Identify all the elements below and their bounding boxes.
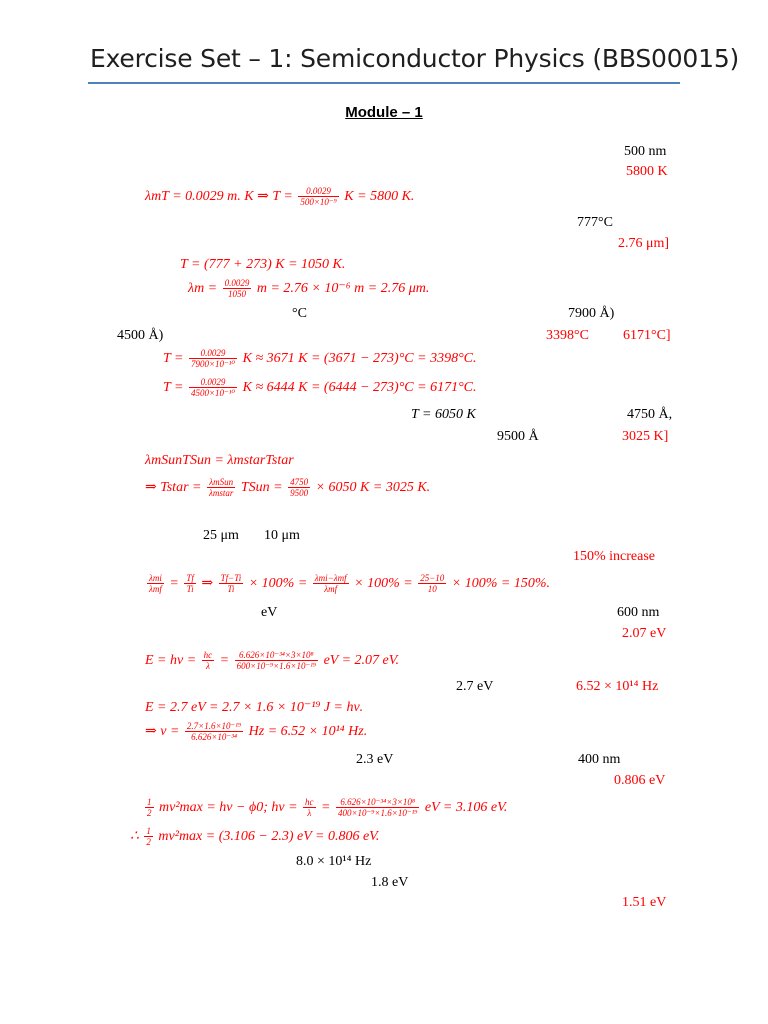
q8-eq2-pre: ∴	[130, 829, 139, 844]
q5-f1-num: λmi	[149, 573, 162, 584]
q8-f1-den: λ	[307, 808, 312, 819]
q6-f1-num: hc	[203, 650, 213, 661]
q5-f4-den: λmf	[324, 584, 338, 595]
q5-frac5	[418, 573, 446, 594]
q1-equation	[145, 185, 414, 209]
q1-given: 500 nm	[624, 144, 667, 159]
q4-eq2-rhs: × 6050 K = 3025 K.	[315, 480, 431, 495]
q7-eq2-rhs: Hz = 6.52 × 10¹⁴ Hz.	[248, 724, 368, 739]
q5-f4-num: λmi−λmf	[314, 573, 347, 584]
q3-eq1-fraction	[189, 348, 237, 369]
q2-fraction	[223, 278, 252, 299]
q1-fraction	[298, 186, 338, 207]
q8-eq1-c: eV = 3.106 eV.	[424, 800, 508, 815]
q5-frac3	[219, 573, 244, 594]
q7-eq1: E = 2.7 eV = 2.7 × 1.6 × 10⁻¹⁹ J = hν.	[145, 700, 364, 715]
q5-equation	[145, 571, 550, 597]
q7-fraction	[185, 721, 243, 742]
q6-eq-lhs: E = hν =	[145, 653, 197, 668]
q5-frac1	[147, 573, 164, 594]
q2-given: 777°C	[577, 215, 613, 230]
q6-equation	[145, 649, 399, 673]
q1-eq-lhs: λmT = 0.0029 m. K ⇒ T =	[145, 189, 293, 204]
q7-eq2-lhs: ⇒ ν =	[145, 724, 180, 739]
module-heading: Module – 1	[345, 104, 423, 121]
q4-eq1: λmSunTSun = λmstarTstar	[145, 453, 294, 468]
q6-frac2	[235, 650, 318, 671]
q5-frac4	[313, 573, 349, 594]
q3-eq1-den: 7900×10⁻¹⁰	[190, 359, 236, 370]
q8-half-den: 2	[147, 808, 152, 819]
q3-given-a: 7900 Å)	[568, 306, 615, 321]
q7-eq2	[145, 720, 367, 744]
q9-given-b: 1.8 eV	[371, 875, 409, 890]
q1-answer: 5800 K	[626, 164, 668, 179]
q3-eq1-lhs: T =	[163, 351, 184, 366]
q8-eq2-rhs: mv²max = (3.106 − 2.3) eV = 0.806 eV.	[158, 829, 380, 844]
q3-unit: °C	[292, 306, 307, 321]
q4-eq2	[145, 476, 430, 500]
q8-eq2-half-num: 1	[146, 826, 151, 837]
q5-given-b: 10 μm	[264, 528, 300, 543]
q3-eq2-lhs: T =	[163, 380, 184, 395]
q2-eq2-lhs: λm =	[188, 281, 218, 296]
q4-frac2-den: 9500	[290, 488, 309, 499]
q8-given-a: 2.3 eV	[356, 752, 394, 767]
q4-eq2-frac2	[288, 477, 310, 498]
q4-frac2-num: 4750	[290, 477, 309, 488]
q9-answer: 1.51 eV	[622, 895, 667, 910]
q6-frac1	[202, 650, 215, 671]
q8-eq1-b: =	[321, 800, 331, 815]
q2-frac-num: 0.0029	[224, 278, 250, 289]
q7-frac-den: 6.626×10⁻³⁴	[191, 732, 237, 743]
q5-sym1: =	[169, 576, 179, 591]
q5-sym2: ⇒	[201, 576, 214, 591]
q5-f3-num: Tf−Ti	[220, 573, 242, 584]
q8-f2-num: 6.626×10⁻³⁴×3×10⁸	[336, 797, 419, 808]
q3-eq2-rhs: K ≈ 6444 K = (6444 − 273)°C = 6171°C.	[242, 380, 477, 395]
q5-sym3: × 100% =	[248, 576, 308, 591]
q8-eq2-half	[144, 826, 153, 847]
q1-eq-rhs: K = 5800 K.	[344, 189, 415, 204]
q3-eq1-num: 0.0029	[189, 348, 237, 359]
q8-answer: 0.806 eV	[614, 773, 666, 788]
q8-eq1-a: mv²max = hν − ϕ0; hν =	[159, 800, 298, 815]
q8-eq1	[143, 795, 507, 821]
title-underline	[88, 82, 680, 84]
q8-f2-den: 400×10⁻⁹×1.6×10⁻¹⁹	[337, 808, 418, 819]
q8-frac1	[303, 797, 316, 818]
q5-given-a: 25 μm	[203, 528, 239, 543]
q4-given-t: T = 6050 K	[411, 407, 476, 422]
q6-eq-rhs: eV = 2.07 eV.	[323, 653, 399, 668]
q5-frac2	[184, 573, 196, 594]
q3-eq2-fraction	[189, 377, 237, 398]
q1-frac-den: 500×10⁻⁹	[300, 197, 337, 208]
q4-given-b: 9500 Å	[497, 429, 539, 444]
q5-answer: 150% increase	[573, 549, 656, 564]
q6-unit: eV	[261, 605, 278, 620]
q5-f2-den: Ti	[186, 584, 194, 595]
q4-answer: 3025 K]	[622, 429, 669, 444]
q4-frac1-den: λmstar	[208, 488, 234, 499]
q5-f5-den: 10	[427, 584, 437, 595]
q5-f1-den: λmf	[149, 584, 162, 595]
q1-frac-num: 0.0029	[298, 186, 338, 197]
q3-answer-b: 6171°C]	[623, 328, 671, 343]
q5-sym4: × 100% =	[354, 576, 413, 591]
q2-eq2-rhs: m = 2.76 × 10⁻⁶ m = 2.76 μm.	[256, 281, 430, 296]
q5-f3-den: Ti	[227, 584, 235, 595]
q6-f2-num: 6.626×10⁻³⁴×3×10⁸	[235, 650, 318, 661]
q3-eq2-num: 0.0029	[189, 377, 237, 388]
q2-eq1: T = (777 + 273) K = 1050 K.	[180, 257, 346, 272]
q8-eq2-half-den: 2	[146, 837, 151, 848]
q3-given-b: 4500 Å)	[117, 328, 164, 343]
q6-f2-den: 600×10⁻⁹×1.6×10⁻¹⁹	[236, 661, 317, 672]
q4-frac1-num: λmSun	[207, 477, 235, 488]
page-title: Exercise Set – 1: Semiconductor Physics (BBS00015)	[90, 44, 740, 73]
q6-answer: 2.07 eV	[622, 626, 667, 641]
q8-half-fraction	[145, 797, 154, 818]
q8-frac2	[336, 797, 419, 818]
q9-given-a: 8.0 × 10¹⁴ Hz	[296, 854, 372, 869]
q5-sym5: × 100% = 150%.	[451, 576, 550, 591]
q5-f5-num: 25−10	[420, 573, 445, 584]
q3-eq1	[163, 347, 477, 371]
q4-given-a: 4750 Å,	[627, 407, 673, 422]
q5-f2-num: Tf	[186, 573, 194, 584]
q7-answer: 6.52 × 10¹⁴ Hz	[576, 679, 659, 694]
q6-f1-den: λ	[205, 661, 210, 672]
q7-frac-num: 2.7×1.6×10⁻¹⁹	[186, 721, 242, 732]
q4-eq2-frac1	[207, 477, 235, 498]
q8-half-num: 1	[147, 797, 152, 808]
q8-eq2	[130, 824, 379, 850]
q4-eq2-mid: TSun =	[240, 480, 283, 495]
q2-eq2	[188, 277, 429, 301]
q3-eq1-rhs: K ≈ 3671 K = (3671 − 273)°C = 3398°C.	[242, 351, 477, 366]
q8-given-b: 400 nm	[578, 752, 621, 767]
q7-given: 2.7 eV	[456, 679, 494, 694]
q3-answer-a: 3398°C	[546, 328, 589, 343]
q6-given: 600 nm	[617, 605, 660, 620]
q2-frac-den: 1050	[228, 289, 246, 300]
q2-answer: 2.76 μm]	[618, 236, 670, 251]
q6-eq-mid: =	[219, 653, 230, 668]
q3-eq2-den: 4500×10⁻¹⁰	[190, 388, 236, 399]
q3-eq2	[163, 376, 477, 400]
q4-eq2-lhs: ⇒ Tstar =	[145, 480, 202, 495]
q8-f1-num: hc	[305, 797, 314, 808]
